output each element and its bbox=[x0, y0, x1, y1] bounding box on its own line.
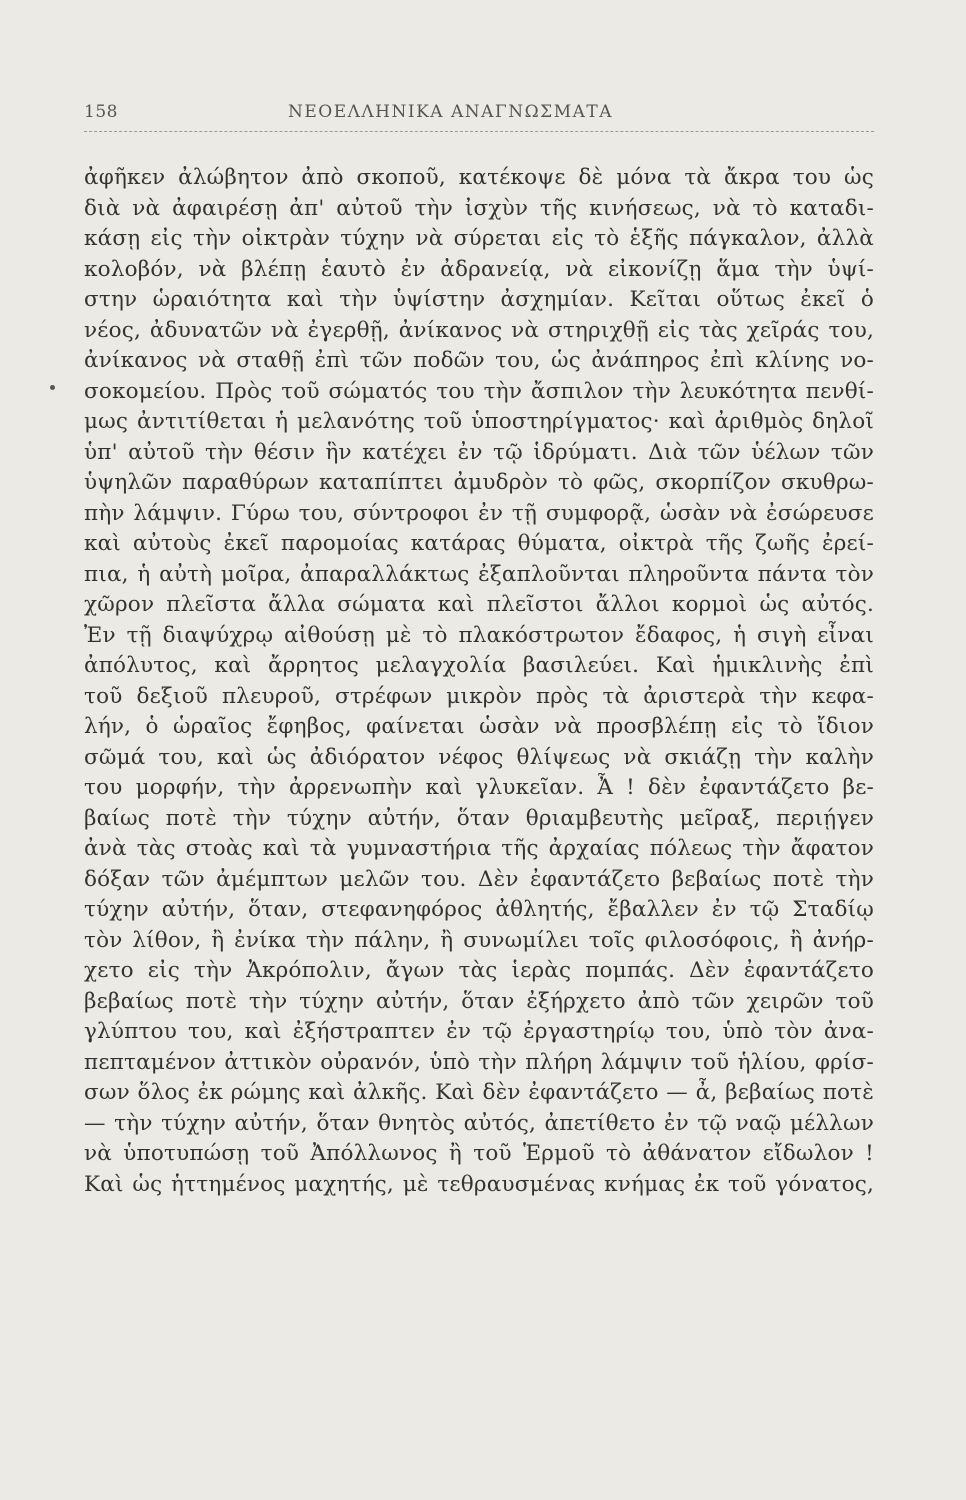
text-line: ἀπόλυτος, καὶ ἄρρητος μελαγχολία βασιλεύει. Καὶ ἡμικλινὴς ἐπὶ bbox=[84, 653, 874, 678]
text-line: γλύπτου του, καὶ ἐξήστραπτεν ἐν τῷ ἐργαστηρίῳ του, ὑπὸ τὸν ἀνα- bbox=[84, 1019, 874, 1044]
body-text bbox=[84, 163, 874, 1200]
text-line: βεβαίως ποτὲ τὴν τύχην αὐτήν, ὅταν ἐξήρχετο ἀπὸ τῶν χειρῶν τοῦ bbox=[84, 988, 874, 1014]
text-line: μως ἀντιτίθεται ἡ μελανότης τοῦ ὑποστηρίγματος· καὶ ἀριθμὸς δηλοῖ bbox=[84, 409, 874, 434]
text-line: ὑψηλῶν παραθύρων καταπίπτει ἀμυδρὸν τὸ φῶς, σκορπίζον σκυθρω- bbox=[84, 470, 874, 495]
text-line: ὑπ' αὐτοῦ τὴν θέσιν ἣν κατέχει ἐν τῷ ἱδρύματι. Διὰ τῶν ὑέλων τῶν bbox=[84, 439, 874, 465]
text-line: κολοβόν, νὰ βλέπῃ ἑαυτὸ ἐν ἀδρανείᾳ, νὰ εἰκονίζῃ ἅμα τὴν ὑψί- bbox=[84, 256, 874, 282]
text-line: δόξαν τῶν ἀμέμπτων μελῶν του. Δὲν ἐφαντάζετο βεβαίως ποτὲ τὴν bbox=[84, 866, 874, 892]
text-line: τὸν λίθον, ἢ ἐνίκα τὴν πάλην, ἢ συνωμίλει τοῖς φιλοσόφοις, ἢ ἀνήρ- bbox=[84, 927, 874, 953]
text-line: ἀνὰ τὰς στοὰς καὶ τὰ γυμναστήρια τῆς ἀρχαίας πόλεως τὴν ἄφατον bbox=[84, 836, 874, 861]
text-line: νέος, ἀδυνατῶν νὰ ἐγερθῇ, ἀνίκανος νὰ στηριχθῇ εἰς τὰς χεῖράς του, bbox=[84, 317, 874, 343]
text-line: τύχην αὐτήν, ὅταν, στεφανηφόρος ἀθλητής, ἔβαλλεν ἐν τῷ Σταδίῳ bbox=[84, 897, 874, 922]
text-line: κάσῃ εἰς τὴν οἰκτρὰν τύχην νὰ σύρεται εἰς τὸ ἑξῆς πάγκαλον, ἀλλὰ bbox=[84, 226, 874, 251]
text-line: σων ὅλος ἐκ ρώμης καὶ ἀλκῆς. Καὶ δὲν ἐφαντάζετο — ἆ, βεβαίως ποτὲ bbox=[84, 1080, 874, 1105]
text-line: διὰ νὰ ἀφαιρέσῃ ἀπ' αὐτοῦ τὴν ἰσχὺν τῆς κινήσεως, νὰ τὸ καταδι- bbox=[84, 195, 874, 221]
text-line: χετο εἰς τὴν Ἀκρόπολιν, ἄγων τὰς ἱερὰς πομπάς. Δὲν ἐφαντάζετο bbox=[84, 958, 874, 983]
text-line: στην ὡραιότητα καὶ τὴν ὑψίστην ἀσχημίαν. Κεῖται οὕτως ἐκεῖ ὁ bbox=[84, 287, 874, 312]
running-head bbox=[84, 96, 874, 130]
text-line: ἀνίκανος νὰ σταθῇ ἐπὶ τῶν ποδῶν του, ὡς ἀνάπηρος ἐπὶ κλίνης νο- bbox=[84, 348, 874, 373]
text-line: καὶ αὐτοὺς ἐκεῖ παρομοίας κατάρας θύματα, οἰκτρὰ τῆς ζωῆς ἐρεί- bbox=[84, 531, 874, 556]
text-line: πια, ἡ αὐτὴ μοῖρα, ἀπαραλλάκτως ἐξαπλοῦνται πληροῦντα πάντα τὸν bbox=[84, 561, 874, 587]
text-line: πεπταμένον ἀττικὸν οὐρανόν, ὑπὸ τὴν πλήρη λάμψιν τοῦ ἡλίου, φρίσ- bbox=[84, 1049, 874, 1075]
text-line: σοκομείου. Πρὸς τοῦ σώματός του τὴν ἄσπιλον τὴν λευκότητα πενθί- bbox=[84, 378, 874, 404]
text-line: Ἐν τῇ διαψύχρῳ αἰθούσῃ μὲ τὸ πλακόστρωτον ἔδαφος, ἡ σιγὴ εἶναι bbox=[84, 622, 874, 648]
text-line: βαίως ποτὲ τὴν τύχην αὐτήν, ὅταν θριαμβευτὴς μεῖραξ, περιῄγεν bbox=[84, 805, 874, 831]
text-line: του μορφήν, τὴν ἀρρενωπὴν καὶ γλυκεῖαν. Ἆ ! δὲν ἐφαντάζετο βε- bbox=[84, 775, 874, 800]
text-line: σῶμά του, καὶ ὡς ἀδιόρατον νέφος θλίψεως νὰ σκιάζῃ τὴν καλὴν bbox=[84, 744, 874, 770]
text-line: νὰ ὑποτυπώσῃ τοῦ Ἀπόλλωνος ἢ τοῦ Ἑρμοῦ τὸ ἀθάνατον εἴδωλον ! bbox=[84, 1141, 874, 1166]
running-title: ΝΕΟΕΛΛΗΝΙΚΑ ΑΝΑΓΝΩΣΜΑΤΑ bbox=[288, 102, 613, 122]
page-number: 158 bbox=[84, 102, 118, 122]
header-rule bbox=[84, 131, 874, 132]
text-line: ἀφῆκεν ἀλώβητον ἀπὸ σκοποῦ, κατέκοψε δὲ μόνα τὰ ἄκρα του ὡς bbox=[84, 165, 874, 190]
text-line: τοῦ δεξιοῦ πλευροῦ, στρέφων μικρὸν πρὸς τὰ ἀριστερὰ τὴν κεφα- bbox=[84, 683, 874, 709]
text-line: Καὶ ὡς ἡττημένος μαχητής, μὲ τεθραυσμένας κνήμας ἐκ τοῦ γόνατος, bbox=[84, 1171, 874, 1197]
text-line: — τὴν τύχην αὐτήν, ὅταν θνητὸς αὐτός, ἀπετίθετο ἐν τῷ ναῷ μέλλων bbox=[84, 1110, 874, 1136]
text-line: πὴν λάμψιν. Γύρω του, σύντροφοι ἐν τῇ συμφορᾷ, ὡσὰν νὰ ἐσώρευσε bbox=[84, 500, 874, 526]
text-line: λήν, ὁ ὡραῖος ἔφηβος, φαίνεται ὡσὰν νὰ προσβλέπῃ εἰς τὸ ἴδιον bbox=[84, 714, 874, 739]
text-line: χῶρον πλεῖστα ἄλλα σώματα καὶ πλεῖστοι ἄλλοι κορμοὶ ὡς αὐτός. bbox=[84, 592, 874, 617]
margin-dot bbox=[50, 385, 55, 390]
